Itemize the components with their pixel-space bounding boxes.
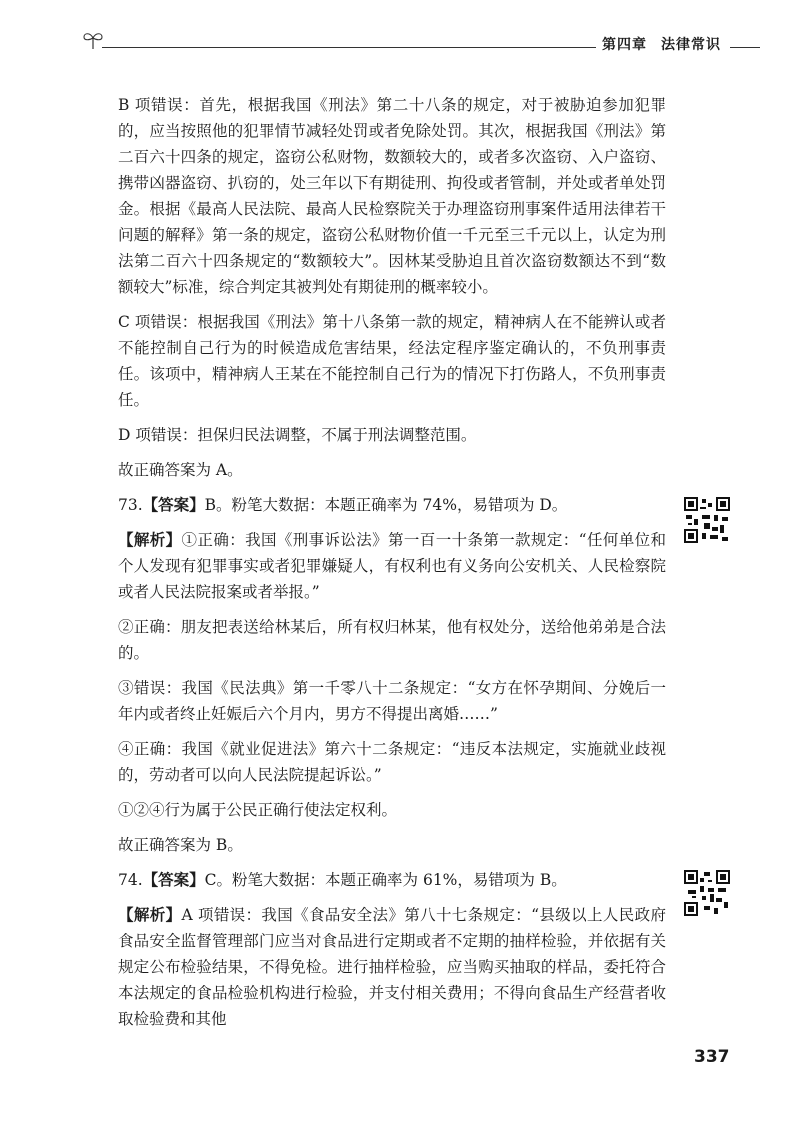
q73-conclusion: 故正确答案为 B。 xyxy=(118,836,243,854)
sprout-icon xyxy=(82,30,104,50)
q73-summary: ①②④行为属于公民正确行使法定权利。 xyxy=(118,801,398,819)
chapter-title xyxy=(596,34,727,54)
q73-answer xyxy=(118,492,666,518)
page-body xyxy=(118,92,666,1041)
paragraph-c-error: C 项错误：根据我国《刑法》第十八条第一款的规定，精神病人在不能辨认或者不能控制自己行为的时候造成危害结果，经法定程序鉴定确认的，不负刑事责任。该项中，精神病人王某在不能控制自己行为的情况下打伤路人，不负刑事责任。 xyxy=(118,313,666,409)
analysis-tag: 【解析】 xyxy=(118,906,182,924)
answer-tag: 【答案】 xyxy=(142,496,205,514)
q73-analysis xyxy=(118,527,666,605)
q74-answer xyxy=(118,867,666,893)
paragraph-d-error: D 项错误：担保归民法调整，不属于刑法调整范围。 xyxy=(118,426,477,444)
q73-item-3: ③错误：我国《民法典》第一千零八十二条规定：“女方在怀孕期间、分娩后一年内或者终止妊娠后六个月内，男方不得提出离婚……” xyxy=(118,679,666,723)
chapter-number: 第四章 xyxy=(602,37,647,53)
qr-code-icon[interactable] xyxy=(684,870,730,916)
q73-answer-text: B。粉笔大数据：本题正确率为 74%，易错项为 D。 xyxy=(204,496,568,514)
q73-number: 73. xyxy=(118,496,143,514)
q73-analysis-text: ①正确：我国《刑事诉讼法》第一百一十条第一款规定：“任何单位和个人发现有犯罪事实或者犯罪嫌疑人，有权利也有义务向公安机关、人民检察院或者人民法院报案或者举报。” xyxy=(118,531,666,601)
paragraph-conclusion: 故正确答案为 A。 xyxy=(118,461,243,479)
q74-analysis-text: A 项错误：我国《食品安全法》第八十七条规定：“县级以上人民政府食品安全监督管理部门应当对食品进行定期或者不定期的抽样检验，并依据有关规定公布检验结果，不得免检。进行抽样检验，应当购买抽取的样品，委托符合本法规定的食品检验机构进行检验，并支付相关费用；不得向食品生产经营者收取检验费和其他 xyxy=(118,906,666,1028)
q74-analysis xyxy=(118,902,666,1032)
analysis-tag: 【解析】 xyxy=(118,531,182,549)
q74-answer-text: C。粉笔大数据：本题正确率为 61%，易错项为 B。 xyxy=(204,871,567,889)
q73-item-4: ④正确：我国《就业促进法》第六十二条规定：“违反本法规定，实施就业歧视的，劳动者可以向人民法院提起诉讼。” xyxy=(118,740,666,784)
page-header xyxy=(82,30,760,56)
paragraph-b-error: B 项错误：首先，根据我国《刑法》第二十八条的规定，对于被胁迫参加犯罪的，应当按照他的犯罪情节减轻处罚或者免除处罚。其次，根据我国《刑法》第二百六十四条的规定，盗窃公私财物，数额较大的，或者多次盗窃、入户盗窃、携带凶器盗窃、扒窃的，处三年以下有期徒刑、拘役或者管制，并处或者单处罚金。根据《最高人民法院、最高人民检察院关于办理盗窃刑事案件适用法律若干问题的解释》第一条的规定，盗窃公私财物价值一千元至三千元以上，认定为刑法第二百六十四条规定的“数额较大”。因林某受胁迫且首次盗窃数额达不到“数额较大”标准，综合判定其被判处有期徒刑的概率较小。 xyxy=(118,96,666,296)
page-number: 337 xyxy=(694,1047,730,1067)
qr-code-icon[interactable] xyxy=(684,497,730,543)
header-rule-right xyxy=(730,47,760,48)
chapter-name: 法律常识 xyxy=(661,37,721,53)
q73-item-2: ②正确：朋友把表送给林某后，所有权归林某，他有权处分，送给他弟弟是合法的。 xyxy=(118,618,666,662)
answer-tag: 【答案】 xyxy=(142,871,205,889)
q74-number: 74. xyxy=(118,871,143,889)
